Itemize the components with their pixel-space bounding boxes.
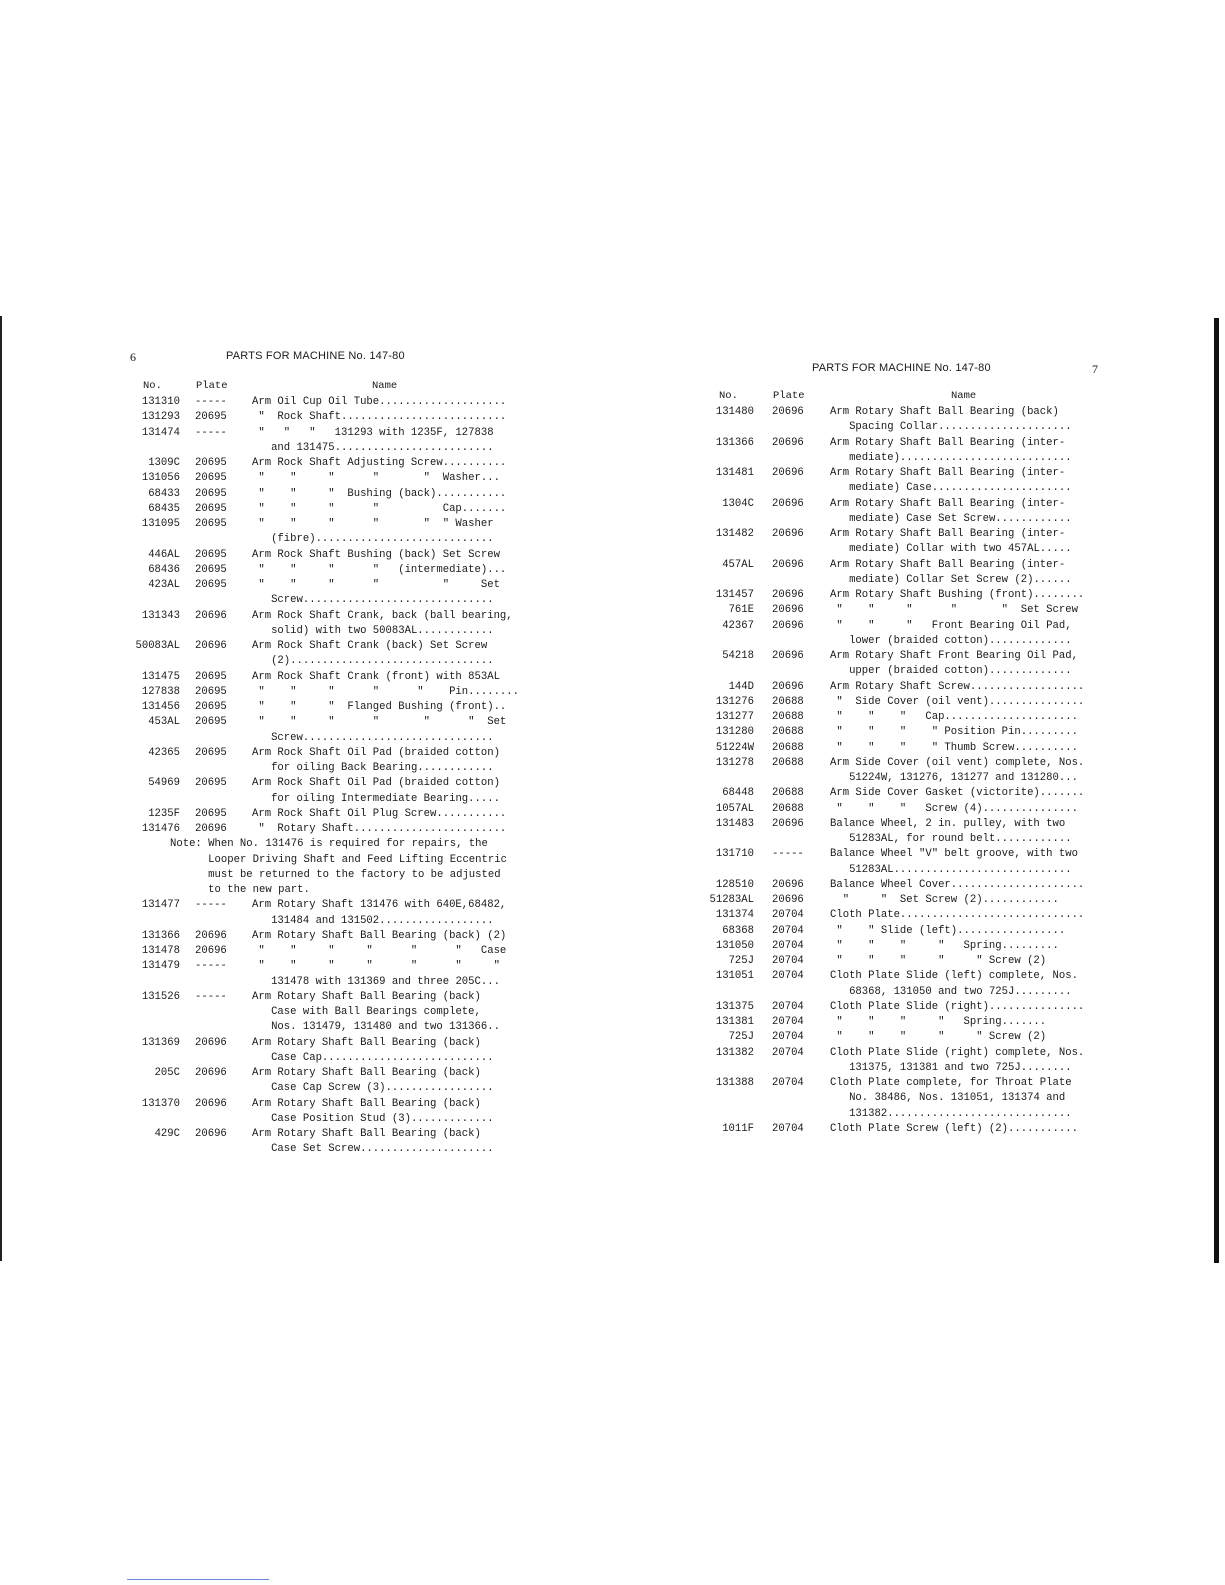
- part-row: [120, 807, 520, 822]
- part-number: 42365: [148, 746, 180, 759]
- repair-note: Note: When No. 131476 is required for repairs, the Looper Driving Shaft and Feed Lifting Eccentric must be returned to the factory to be adjusted to the new part.: [170, 838, 507, 896]
- column-header-no: No.: [143, 380, 162, 392]
- plate-number: 20695: [195, 487, 227, 500]
- plate-number: 20696: [195, 945, 227, 957]
- plate-number: 20696: [772, 619, 804, 632]
- part-number: 68433: [148, 487, 180, 500]
- part-row: [120, 715, 520, 746]
- part-name: Arm Side Cover Gasket (victorite).......: [830, 787, 1085, 800]
- part-row: [694, 619, 1104, 650]
- part-number: 131382: [715, 1046, 754, 1059]
- part-row: [694, 1030, 1104, 1045]
- plate-number: 20696: [772, 680, 804, 693]
- part-row: [694, 649, 1104, 680]
- plate-number: 20688: [772, 756, 804, 769]
- plate-number: 20688: [772, 741, 804, 754]
- part-name: Cloth Plate Slide (right)...............: [830, 1000, 1085, 1013]
- plate-number: 20704: [772, 1000, 804, 1013]
- part-row: [694, 527, 1104, 558]
- plate-number: 20696: [195, 1128, 227, 1140]
- part-name: " " " " " Screw (2): [830, 955, 1047, 967]
- parts-list: [120, 395, 520, 1158]
- plate-number: -----: [195, 990, 227, 1003]
- part-number: 131475: [141, 670, 180, 683]
- part-name: Arm Rock Shaft Crank (front) with 853AL: [252, 670, 500, 683]
- plate-number: -----: [195, 426, 227, 439]
- part-name: " " " Cap.....................: [830, 711, 1078, 723]
- part-number: 131482: [715, 528, 754, 540]
- part-row: [120, 1127, 520, 1158]
- part-row: [120, 502, 520, 517]
- part-row: [120, 929, 520, 944]
- part-row: [120, 609, 520, 640]
- part-name: Arm Rotary Shaft Ball Bearing (inter- mediate)...........................: [830, 436, 1072, 464]
- part-number: 131280: [715, 726, 754, 739]
- part-number: 429C: [154, 1128, 180, 1140]
- part-number: 131481: [715, 467, 754, 479]
- part-number: 446AL: [148, 548, 180, 561]
- plate-number: 20696: [772, 894, 804, 906]
- part-name: " " " Front Bearing Oil Pad, lower (braided cotton).............: [836, 619, 1072, 647]
- part-number: 50083AL: [135, 640, 180, 652]
- page-number: 7: [1092, 362, 1099, 376]
- part-number: 1057AL: [715, 802, 754, 815]
- part-number: 131293: [141, 411, 180, 424]
- part-number: 423AL: [148, 579, 180, 591]
- page-edge-right: [1214, 318, 1219, 1263]
- part-name: " " " " " Set Screw: [830, 604, 1078, 617]
- part-name: Arm Rotary Shaft Ball Bearing (back) Case Position Stud (3).............: [252, 1097, 494, 1125]
- part-name: Arm Rotary Shaft Front Bearing Oil Pad, upper (braided cotton).............: [830, 650, 1078, 678]
- plate-number: 20695: [195, 716, 227, 729]
- part-name: Arm Rotary Shaft Ball Bearing (back) Case Cap Screw (3).................: [252, 1067, 494, 1095]
- part-name: " " " " " Pin........: [252, 685, 520, 698]
- plate-number: 20688: [772, 726, 804, 739]
- part-row: [694, 893, 1104, 908]
- plate-number: 20696: [772, 558, 804, 571]
- part-name: Cloth Plate complete, for Throat Plate No. 38486, Nos. 131051, 131374 and 131382.............................: [830, 1077, 1072, 1120]
- part-row: [120, 1066, 520, 1097]
- part-number: 131375: [715, 1000, 754, 1013]
- part-number: 42367: [722, 619, 754, 632]
- plate-number: 20696: [772, 528, 804, 540]
- part-number: 761E: [728, 604, 754, 617]
- parts-list: [694, 405, 1104, 1137]
- plate-number: 20695: [195, 411, 227, 424]
- part-name: " " " " Spring.......: [830, 1016, 1047, 1028]
- part-number: 131476: [141, 823, 180, 835]
- part-row: [120, 426, 520, 457]
- part-name: " " " " " " " 131478 with 131369 and three 205C...: [258, 960, 500, 988]
- plate-number: 20696: [195, 1097, 227, 1110]
- plate-number: 20696: [772, 817, 804, 830]
- part-number: 1304C: [722, 497, 754, 510]
- part-number: 205C: [154, 1067, 180, 1079]
- part-number: 131343: [141, 609, 180, 622]
- plate-number: 20695: [195, 457, 227, 469]
- part-name: " " " " " Washer...: [252, 472, 500, 485]
- part-row: [694, 741, 1104, 756]
- part-number: 131457: [715, 589, 754, 601]
- part-name: Cloth Plate.............................: [830, 909, 1085, 922]
- part-name: " " " " Thumb Screw..........: [830, 741, 1078, 754]
- part-name: " " " Screw (4)...............: [830, 802, 1078, 815]
- part-number: 457AL: [722, 558, 754, 571]
- column-header-name: Name: [951, 390, 977, 402]
- plate-number: 20704: [772, 955, 804, 967]
- part-name: Arm Rotary Shaft Ball Bearing (back) Case with Ball Bearings complete, Nos. 131479, 131480 and two 131366..: [252, 990, 500, 1034]
- column-header-plate: Plate: [196, 380, 228, 392]
- part-name: " " " " Position Pin.........: [830, 726, 1078, 739]
- plate-number: 20696: [772, 878, 804, 891]
- part-number: 453AL: [148, 716, 180, 729]
- part-row: [694, 710, 1104, 725]
- plate-number: 20704: [772, 1046, 804, 1059]
- part-name: " " " " " " Case: [252, 945, 507, 957]
- part-row: [120, 395, 520, 410]
- part-number: 54969: [148, 777, 180, 790]
- part-row: [120, 456, 520, 471]
- part-row: [120, 1097, 520, 1128]
- plate-number: -----: [195, 899, 227, 912]
- plate-number: -----: [772, 848, 804, 861]
- part-row: [120, 670, 520, 685]
- part-row: [694, 969, 1104, 1000]
- plate-number: 20696: [772, 467, 804, 479]
- part-name: " " " " " Set Screw..............................: [258, 579, 500, 607]
- part-number: 131479: [141, 960, 180, 973]
- part-name: Balance Wheel "V" belt groove, with two 51283AL............................: [830, 848, 1078, 876]
- part-name: Cloth Plate Slide (left) complete, Nos. 68368, 131050 and two 725J.........: [830, 970, 1078, 998]
- part-name: Arm Rotary Shaft Ball Bearing (back) Case Set Screw.....................: [252, 1128, 494, 1156]
- part-row: [120, 1036, 520, 1067]
- left-page: [0, 0, 600, 1585]
- part-name: " Side Cover (oil vent)...............: [830, 695, 1085, 708]
- part-name: Arm Rock Shaft Oil Pad (braided cotton) for oiling Back Bearing............: [252, 746, 500, 774]
- plate-number: 20688: [772, 802, 804, 815]
- plate-number: 20695: [195, 579, 227, 591]
- part-number: 725J: [728, 1031, 754, 1044]
- part-row: [120, 822, 520, 837]
- part-number: 68448: [722, 787, 754, 800]
- part-number: 68435: [148, 502, 180, 515]
- part-name: " " " 131293 with 1235F, 127838 and 131475.........................: [258, 426, 494, 454]
- part-number: 131483: [715, 817, 754, 830]
- plate-number: 20695: [195, 807, 227, 820]
- part-row: [694, 603, 1104, 618]
- part-name: Arm Rotary Shaft Bushing (front)........: [830, 589, 1085, 601]
- part-name: " " " Flanged Bushing (front)..: [252, 701, 507, 713]
- part-name: Balance Wheel, 2 in. pulley, with two 51283AL, for round belt............: [830, 817, 1072, 845]
- part-row: [694, 924, 1104, 939]
- part-number: 131374: [715, 909, 754, 922]
- plate-number: 20696: [772, 436, 804, 449]
- part-row: [120, 563, 520, 578]
- page-number: 6: [130, 350, 137, 364]
- plate-number: 20695: [195, 472, 227, 485]
- plate-number: 20704: [772, 1031, 804, 1044]
- part-row: [694, 680, 1104, 695]
- part-name: Arm Rotary Shaft Ball Bearing (back) Spacing Collar.....................: [830, 406, 1072, 434]
- part-name: " " " " Cap.......: [252, 502, 507, 515]
- part-number: 131366: [715, 436, 754, 449]
- part-row: [694, 1076, 1104, 1122]
- part-row: [694, 786, 1104, 801]
- part-row: [694, 405, 1104, 436]
- part-number: 68436: [148, 563, 180, 576]
- plate-number: 20688: [772, 695, 804, 708]
- part-name: " " " " Spring.........: [830, 939, 1059, 952]
- part-name: Arm Rotary Shaft Ball Bearing (inter- mediate) Case......................: [830, 467, 1072, 495]
- part-number: 54218: [722, 650, 754, 662]
- part-number: 51224W: [715, 741, 754, 754]
- part-row: [120, 517, 520, 548]
- plate-number: 20704: [772, 1016, 804, 1028]
- part-name: Arm Rotary Shaft Ball Bearing (back) (2): [252, 929, 507, 942]
- part-name: Arm Rotary Shaft Ball Bearing (back) Case Cap...........................: [252, 1036, 494, 1064]
- part-name: Arm Rock Shaft Oil Pad (braided cotton) for oiling Intermediate Bearing.....: [252, 777, 500, 805]
- part-name: Arm Oil Cup Oil Tube....................: [252, 396, 507, 408]
- part-name: " " Set Screw (2)............: [830, 894, 1059, 906]
- plate-number: 20696: [772, 604, 804, 617]
- part-name: Balance Wheel Cover.....................: [830, 878, 1085, 891]
- part-name: " " " " " " Set Screw..............................: [258, 716, 507, 744]
- plate-number: 20695: [195, 746, 227, 759]
- part-row: [120, 746, 520, 777]
- plate-number: 20688: [772, 787, 804, 800]
- part-number: 131388: [715, 1077, 754, 1089]
- column-header-name: Name: [372, 380, 398, 392]
- plate-number: 20704: [772, 939, 804, 952]
- part-number: 131710: [715, 848, 754, 861]
- part-name: Arm Rotary Shaft Screw..................: [830, 680, 1085, 693]
- part-number: 131277: [715, 711, 754, 723]
- plate-number: 20695: [195, 548, 227, 561]
- part-row: [694, 802, 1104, 817]
- part-row: [694, 1046, 1104, 1077]
- part-row: [694, 1000, 1104, 1015]
- plate-number: 20696: [195, 640, 227, 652]
- part-name: " Rotary Shaft........................: [252, 823, 507, 835]
- part-name: Arm Rotary Shaft Ball Bearing (inter- mediate) Collar with two 457AL.....: [830, 528, 1072, 556]
- plate-number: 20688: [772, 711, 804, 723]
- part-number: 131051: [715, 970, 754, 983]
- plate-number: 20696: [772, 406, 804, 418]
- part-row: [120, 990, 520, 1036]
- part-row: [694, 1122, 1104, 1137]
- part-number: 131276: [715, 695, 754, 708]
- page-title: PARTS FOR MACHINE No. 147-80: [812, 362, 991, 374]
- plate-number: 20695: [195, 518, 227, 530]
- part-row: [120, 700, 520, 715]
- part-row: [694, 1015, 1104, 1030]
- part-row: [120, 898, 520, 929]
- part-number: 144D: [728, 680, 754, 693]
- part-row: [694, 756, 1104, 787]
- plate-number: 20695: [195, 685, 227, 698]
- part-number: 131456: [141, 701, 180, 713]
- part-number: 725J: [728, 955, 754, 967]
- part-row: [694, 847, 1104, 878]
- part-row: [694, 695, 1104, 710]
- part-row: [694, 725, 1104, 740]
- plate-number: 20695: [195, 777, 227, 790]
- part-number: 1235F: [148, 807, 180, 820]
- plate-number: 20696: [772, 497, 804, 510]
- part-number: 131381: [715, 1016, 754, 1028]
- plate-number: 20696: [772, 650, 804, 662]
- part-row: [120, 944, 520, 959]
- page-title: PARTS FOR MACHINE No. 147-80: [226, 350, 405, 362]
- part-row: [120, 776, 520, 807]
- part-number: 51283AL: [709, 894, 754, 906]
- part-number: 1309C: [148, 457, 180, 469]
- plate-number: 20695: [195, 563, 227, 576]
- part-row: [694, 939, 1104, 954]
- part-number: 131474: [141, 426, 180, 439]
- plate-number: 20695: [195, 701, 227, 713]
- part-name: Arm Rotary Shaft Ball Bearing (inter- mediate) Case Set Screw............: [830, 497, 1072, 525]
- plate-number: -----: [195, 960, 227, 973]
- part-row: [694, 466, 1104, 497]
- part-number: 1011F: [722, 1122, 754, 1135]
- part-name: " " Slide (left).................: [830, 924, 1066, 937]
- part-number: 131478: [141, 945, 180, 957]
- part-number: 128510: [715, 878, 754, 891]
- column-header-no: No.: [719, 390, 738, 402]
- plate-number: 20704: [772, 924, 804, 937]
- part-number: 68368: [722, 924, 754, 937]
- plate-number: 20695: [195, 502, 227, 515]
- part-row: [120, 959, 520, 990]
- part-row: [694, 558, 1104, 589]
- part-name: Cloth Plate Slide (right) complete, Nos. 131375, 131381 and two 725J........: [830, 1046, 1085, 1074]
- part-number: 131370: [141, 1097, 180, 1110]
- part-number: 127838: [141, 685, 180, 698]
- plate-number: 20696: [195, 823, 227, 835]
- plate-number: 20696: [195, 929, 227, 942]
- part-row: [120, 410, 520, 425]
- plate-number: 20696: [195, 1067, 227, 1079]
- part-number: 131056: [141, 472, 180, 485]
- part-number: 131050: [715, 939, 754, 952]
- part-row: [120, 548, 520, 563]
- part-name: " " " " " " Washer (fibre)............................: [258, 518, 494, 546]
- part-row: [694, 954, 1104, 969]
- plate-number: 20704: [772, 1122, 804, 1135]
- part-name: Arm Rotary Shaft 131476 with 640E,68482, 131484 and 131502..................: [252, 899, 507, 927]
- part-name: Arm Rock Shaft Adjusting Screw..........: [252, 457, 507, 469]
- part-number: 131310: [141, 396, 180, 408]
- part-name: Arm Rock Shaft Crank, back (ball bearing, solid) with two 50083AL............: [252, 609, 513, 637]
- part-row: [120, 639, 520, 670]
- part-row: [694, 436, 1104, 467]
- part-number: 131480: [715, 406, 754, 418]
- part-name: Arm Rock Shaft Crank (back) Set Screw (2)................................: [252, 640, 494, 668]
- part-row: [694, 908, 1104, 923]
- part-row: [694, 497, 1104, 528]
- plate-number: 20696: [195, 609, 227, 622]
- part-number: 131366: [141, 929, 180, 942]
- part-number: 131095: [141, 518, 180, 530]
- plate-number: -----: [195, 396, 227, 408]
- part-name: " " " " (intermediate)...: [252, 563, 507, 576]
- part-name: Arm Rotary Shaft Ball Bearing (inter- mediate) Collar Set Screw (2)......: [830, 558, 1072, 586]
- part-name: Cloth Plate Screw (left) (2)...........: [830, 1122, 1078, 1135]
- plate-number: 20704: [772, 970, 804, 983]
- part-number: 131526: [141, 990, 180, 1003]
- part-number: 131369: [141, 1036, 180, 1049]
- part-name: Arm Rock Shaft Oil Plug Screw...........: [252, 807, 507, 820]
- part-row: [120, 471, 520, 486]
- plate-number: 20696: [195, 1036, 227, 1049]
- part-row: [694, 588, 1104, 603]
- plate-number: 20695: [195, 670, 227, 683]
- right-page: [612, 0, 1212, 1585]
- part-name: " Rock Shaft..........................: [252, 411, 507, 424]
- part-name: Arm Side Cover (oil vent) complete, Nos. 51224W, 131276, 131277 and 131280...: [830, 756, 1085, 784]
- plate-number: 20696: [772, 589, 804, 601]
- part-name: " " " " " Screw (2): [830, 1031, 1047, 1044]
- part-row: [120, 578, 520, 609]
- part-row: [694, 878, 1104, 893]
- part-row: [120, 487, 520, 502]
- part-name: " " " Bushing (back)...........: [252, 487, 507, 500]
- plate-number: 20704: [772, 1077, 804, 1089]
- part-row: [120, 685, 520, 700]
- part-row: [694, 817, 1104, 848]
- plate-number: 20704: [772, 909, 804, 922]
- part-number: 131278: [715, 756, 754, 769]
- column-header-plate: Plate: [773, 390, 805, 402]
- part-number: 131477: [141, 899, 180, 912]
- part-name: Arm Rock Shaft Bushing (back) Set Screw: [252, 548, 500, 561]
